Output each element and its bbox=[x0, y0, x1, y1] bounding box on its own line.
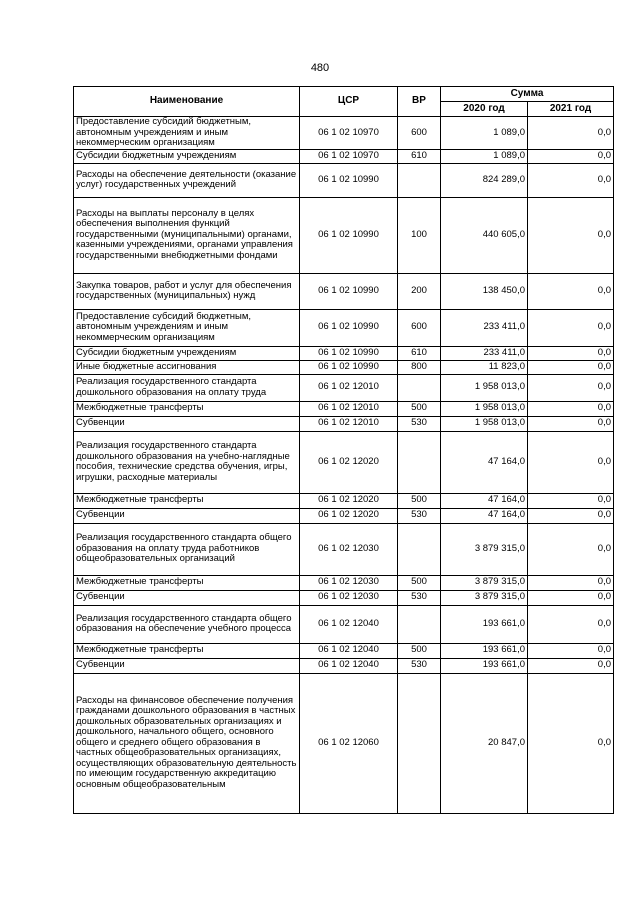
row-2020: 3 879 315,0 bbox=[441, 590, 528, 605]
row-2021: 0,0 bbox=[528, 374, 614, 401]
row-name: Субвенции bbox=[74, 508, 300, 523]
row-2020: 47 164,0 bbox=[441, 508, 528, 523]
table-row bbox=[74, 643, 614, 658]
row-2021: 0,0 bbox=[528, 117, 614, 150]
table-row bbox=[74, 493, 614, 508]
table-row bbox=[74, 401, 614, 416]
row-vr: 530 bbox=[398, 508, 441, 523]
row-2021: 0,0 bbox=[528, 590, 614, 605]
header-csr: ЦСР bbox=[300, 87, 398, 117]
row-name: Предоставление субсидий бюджетным, автономным учреждениям и иным некоммерческим организациям bbox=[74, 117, 300, 150]
header-2021: 2021 год bbox=[528, 102, 614, 117]
table-row bbox=[74, 416, 614, 431]
row-csr: 06 1 02 10990 bbox=[300, 163, 398, 197]
row-csr: 06 1 02 12040 bbox=[300, 658, 398, 673]
row-2020: 3 879 315,0 bbox=[441, 575, 528, 590]
row-2021: 0,0 bbox=[528, 493, 614, 508]
row-name: Расходы на выплаты персоналу в целях обеспечения выполнения функций государственными (муниципальными) органами, казенными учреждениями, органами управления государственными внебюджетными фондами bbox=[74, 197, 300, 273]
row-2021: 0,0 bbox=[528, 401, 614, 416]
row-vr: 200 bbox=[398, 273, 441, 309]
row-vr bbox=[398, 673, 441, 813]
row-csr: 06 1 02 12020 bbox=[300, 493, 398, 508]
row-csr: 06 1 02 10990 bbox=[300, 273, 398, 309]
row-vr bbox=[398, 605, 441, 643]
table-row bbox=[74, 117, 614, 150]
row-vr: 610 bbox=[398, 346, 441, 360]
row-name: Закупка товаров, работ и услуг для обеспечения государственных (муниципальных) нужд bbox=[74, 273, 300, 309]
row-csr: 06 1 02 12030 bbox=[300, 590, 398, 605]
row-csr: 06 1 02 12010 bbox=[300, 416, 398, 431]
header-2020: 2020 год bbox=[441, 102, 528, 117]
table-row bbox=[74, 673, 614, 813]
row-name: Расходы на обеспечение деятельности (оказание услуг) государственных учреждений bbox=[74, 163, 300, 197]
row-2020: 1 958 013,0 bbox=[441, 401, 528, 416]
header-vr: ВР bbox=[398, 87, 441, 117]
row-2020: 440 605,0 bbox=[441, 197, 528, 273]
row-2021: 0,0 bbox=[528, 673, 614, 813]
row-csr: 06 1 02 12030 bbox=[300, 523, 398, 575]
row-name: Реализация государственного стандарта общего образования на оплату труда работников общеобразовательных организаций bbox=[74, 523, 300, 575]
row-name: Межбюджетные трансферты bbox=[74, 643, 300, 658]
row-csr: 06 1 02 12030 bbox=[300, 575, 398, 590]
row-name: Субвенции bbox=[74, 416, 300, 431]
row-2021: 0,0 bbox=[528, 273, 614, 309]
row-vr bbox=[398, 523, 441, 575]
row-2020: 824 289,0 bbox=[441, 163, 528, 197]
table-row bbox=[74, 508, 614, 523]
row-vr: 100 bbox=[398, 197, 441, 273]
row-2020: 193 661,0 bbox=[441, 643, 528, 658]
row-csr: 06 1 02 10990 bbox=[300, 309, 398, 346]
row-name: Субвенции bbox=[74, 590, 300, 605]
row-csr: 06 1 02 12060 bbox=[300, 673, 398, 813]
row-name: Субсидии бюджетным учреждениям bbox=[74, 149, 300, 163]
row-2020: 1 089,0 bbox=[441, 149, 528, 163]
budget-table bbox=[73, 86, 614, 814]
row-2021: 0,0 bbox=[528, 309, 614, 346]
table-row bbox=[74, 658, 614, 673]
row-vr: 530 bbox=[398, 416, 441, 431]
row-2020: 47 164,0 bbox=[441, 493, 528, 508]
row-2020: 1 958 013,0 bbox=[441, 374, 528, 401]
table-row bbox=[74, 149, 614, 163]
row-csr: 06 1 02 12010 bbox=[300, 374, 398, 401]
row-name: Предоставление субсидий бюджетным, автономным учреждениям и иным некоммерческим организациям bbox=[74, 309, 300, 346]
row-name: Расходы на финансовое обеспечение получения гражданами дошкольного образования в частных дошкольных образовательных организациях и дошкольного, начального общего, основного общего и среднего общего образования в частных общеобразовательных организациях, осуществляющих образовательную деятельность по имеющим государственную аккредитацию основным общеобразовательным bbox=[74, 673, 300, 813]
header-sum: Сумма bbox=[441, 87, 614, 102]
row-csr: 06 1 02 10990 bbox=[300, 346, 398, 360]
row-2021: 0,0 bbox=[528, 163, 614, 197]
row-name: Субсидии бюджетным учреждениям bbox=[74, 346, 300, 360]
row-csr: 06 1 02 12020 bbox=[300, 431, 398, 493]
row-2020: 47 164,0 bbox=[441, 431, 528, 493]
row-vr: 500 bbox=[398, 401, 441, 416]
row-name: Субвенции bbox=[74, 658, 300, 673]
row-2021: 0,0 bbox=[528, 605, 614, 643]
row-name: Межбюджетные трансферты bbox=[74, 401, 300, 416]
row-2021: 0,0 bbox=[528, 197, 614, 273]
row-2020: 11 823,0 bbox=[441, 360, 528, 374]
table-row bbox=[74, 605, 614, 643]
row-2021: 0,0 bbox=[528, 523, 614, 575]
row-csr: 06 1 02 12020 bbox=[300, 508, 398, 523]
row-2021: 0,0 bbox=[528, 658, 614, 673]
row-2020: 233 411,0 bbox=[441, 309, 528, 346]
row-2020: 20 847,0 bbox=[441, 673, 528, 813]
table-row bbox=[74, 346, 614, 360]
table-row bbox=[74, 590, 614, 605]
page-number: 480 bbox=[310, 62, 330, 74]
row-vr: 600 bbox=[398, 117, 441, 150]
table-row bbox=[74, 374, 614, 401]
row-2021: 0,0 bbox=[528, 575, 614, 590]
row-2021: 0,0 bbox=[528, 149, 614, 163]
row-csr: 06 1 02 12010 bbox=[300, 401, 398, 416]
row-vr bbox=[398, 431, 441, 493]
row-vr: 800 bbox=[398, 360, 441, 374]
row-csr: 06 1 02 10970 bbox=[300, 117, 398, 150]
table-row bbox=[74, 309, 614, 346]
row-name: Реализация государственного стандарта общего образования на обеспечение учебного процесса bbox=[74, 605, 300, 643]
row-2021: 0,0 bbox=[528, 360, 614, 374]
row-2021: 0,0 bbox=[528, 346, 614, 360]
row-2020: 138 450,0 bbox=[441, 273, 528, 309]
row-2021: 0,0 bbox=[528, 416, 614, 431]
table-row bbox=[74, 575, 614, 590]
header-name: Наименование bbox=[74, 87, 300, 117]
row-csr: 06 1 02 10970 bbox=[300, 149, 398, 163]
row-2021: 0,0 bbox=[528, 643, 614, 658]
table-row bbox=[74, 431, 614, 493]
row-name: Межбюджетные трансферты bbox=[74, 493, 300, 508]
row-vr: 530 bbox=[398, 658, 441, 673]
row-2021: 0,0 bbox=[528, 508, 614, 523]
row-2020: 1 958 013,0 bbox=[441, 416, 528, 431]
row-name: Иные бюджетные ассигнования bbox=[74, 360, 300, 374]
row-csr: 06 1 02 10990 bbox=[300, 360, 398, 374]
row-csr: 06 1 02 12040 bbox=[300, 643, 398, 658]
row-2021: 0,0 bbox=[528, 431, 614, 493]
row-vr bbox=[398, 374, 441, 401]
table-row bbox=[74, 360, 614, 374]
table-row bbox=[74, 523, 614, 575]
row-name: Реализация государственного стандарта дошкольного образования на учебно-наглядные пособия, технические средства обучения, игры, игрушки, расходные материалы bbox=[74, 431, 300, 493]
row-csr: 06 1 02 10990 bbox=[300, 197, 398, 273]
row-name: Межбюджетные трансферты bbox=[74, 575, 300, 590]
table-row bbox=[74, 163, 614, 197]
row-vr: 500 bbox=[398, 643, 441, 658]
row-2020: 233 411,0 bbox=[441, 346, 528, 360]
row-vr: 500 bbox=[398, 493, 441, 508]
row-2020: 193 661,0 bbox=[441, 658, 528, 673]
row-name: Реализация государственного стандарта дошкольного образования на оплату труда bbox=[74, 374, 300, 401]
row-2020: 1 089,0 bbox=[441, 117, 528, 150]
table-row bbox=[74, 273, 614, 309]
row-2020: 193 661,0 bbox=[441, 605, 528, 643]
row-vr: 500 bbox=[398, 575, 441, 590]
row-vr: 530 bbox=[398, 590, 441, 605]
table-row bbox=[74, 197, 614, 273]
row-vr: 600 bbox=[398, 309, 441, 346]
row-vr: 610 bbox=[398, 149, 441, 163]
row-csr: 06 1 02 12040 bbox=[300, 605, 398, 643]
row-vr bbox=[398, 163, 441, 197]
row-2020: 3 879 315,0 bbox=[441, 523, 528, 575]
